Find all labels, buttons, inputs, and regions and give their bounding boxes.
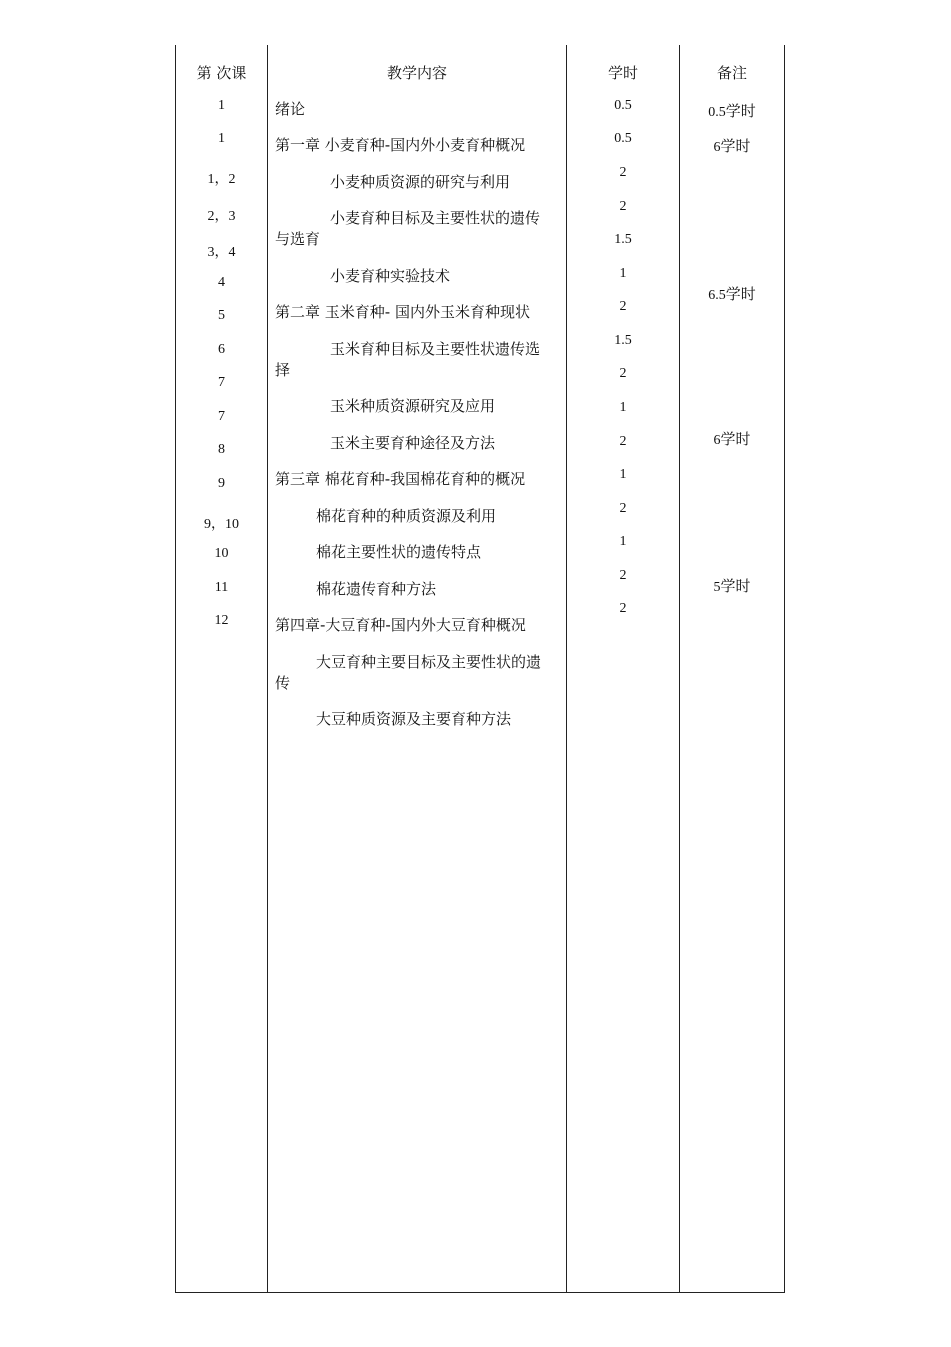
content-line: 第四章-大豆育种-国内外大豆育种概况 xyxy=(275,616,526,634)
lesson-number: 1 xyxy=(218,98,225,113)
table-border-bottom xyxy=(175,1292,785,1293)
lesson-number: 7 xyxy=(218,375,225,390)
note-number: 6 xyxy=(713,140,721,155)
content-line: 大豆育种主要目标及主要性状的遗 xyxy=(316,653,542,671)
lesson-number: 12 xyxy=(214,613,229,628)
lesson-number: 5 xyxy=(218,308,225,323)
content-line: 玉米种质资源研究及应用 xyxy=(330,397,496,415)
content-item xyxy=(275,208,560,250)
hours-value: 2 xyxy=(619,434,627,449)
column-divider-1 xyxy=(267,45,268,1293)
content-item xyxy=(275,135,560,156)
content-item xyxy=(275,433,560,454)
content-item xyxy=(275,266,560,287)
note-number: 6.5 xyxy=(708,288,726,303)
header-notes: 备注 xyxy=(716,64,747,82)
header-hours: 学时 xyxy=(607,64,638,82)
lesson-number: 3，4 xyxy=(207,245,236,260)
note-unit: 学时 xyxy=(725,285,756,303)
content-line: 第二章 玉米育种- 国内外玉米育种现状 xyxy=(275,303,530,321)
note-unit: 学时 xyxy=(720,430,751,448)
lesson-number: 6 xyxy=(218,342,225,357)
header-content: 教学内容 xyxy=(386,64,447,82)
note-unit: 学时 xyxy=(720,577,751,595)
content-line: 绪论 xyxy=(275,100,306,118)
hours-value: 1.5 xyxy=(614,333,632,348)
column-divider-3 xyxy=(679,45,680,1293)
lesson-number: 1 xyxy=(218,131,225,146)
content-item xyxy=(275,709,560,730)
note-number: 0.5 xyxy=(708,105,726,120)
lesson-number: 9，10 xyxy=(204,517,239,532)
hours-value: 2 xyxy=(619,299,627,314)
hours-value: 2 xyxy=(619,199,627,214)
note-unit: 学时 xyxy=(720,137,751,155)
note-value xyxy=(680,135,784,156)
hours-value: 1 xyxy=(619,534,627,549)
table-border-left xyxy=(175,45,176,1293)
content-line: 棉花遗传育种方法 xyxy=(316,580,437,598)
content-item xyxy=(275,302,560,323)
content-line: 小麦育种实验技术 xyxy=(330,267,451,285)
content-line: 棉花主要性状的遗传特点 xyxy=(316,543,482,561)
content-line: 大豆种质资源及主要育种方法 xyxy=(316,710,512,728)
header-lesson: 第 次课 xyxy=(196,64,247,82)
hours-value: 2 xyxy=(619,568,627,583)
content-line: 第一章 小麦育种-国内外小麦育种概况 xyxy=(275,136,526,154)
hours-value: 1 xyxy=(619,467,627,482)
lesson-number: 9 xyxy=(218,476,225,491)
lesson-number: 11 xyxy=(214,580,229,595)
content-item xyxy=(275,396,560,417)
content-line: 小麦种质资源的研究与利用 xyxy=(330,173,511,191)
content-line: 小麦育种目标及主要性状的遗传 xyxy=(330,209,541,227)
content-item xyxy=(275,542,560,563)
content-item xyxy=(275,339,560,381)
note-value xyxy=(680,575,784,596)
content-line: 玉米主要育种途径及方法 xyxy=(330,434,496,452)
lesson-number: 4 xyxy=(218,275,225,290)
lesson-number: 2，3 xyxy=(207,209,236,224)
content-line: 与选育 xyxy=(275,230,321,248)
hours-value: 2 xyxy=(619,165,627,180)
content-line: 传 xyxy=(275,674,291,692)
content-line: 玉米育种目标及主要性状遗传选 xyxy=(330,340,541,358)
hours-value: 1 xyxy=(619,266,627,281)
content-item xyxy=(275,615,560,636)
note-number: 5 xyxy=(713,580,721,595)
content-item xyxy=(275,469,560,490)
lesson-number: 1，2 xyxy=(207,172,236,187)
lesson-number: 10 xyxy=(214,546,229,561)
content-item xyxy=(275,652,560,694)
note-value xyxy=(680,283,784,304)
note-unit: 学时 xyxy=(725,102,756,120)
note-number: 6 xyxy=(713,433,721,448)
lesson-number: 7 xyxy=(218,409,225,424)
lesson-number: 8 xyxy=(218,442,225,457)
hours-value: 2 xyxy=(619,366,627,381)
hours-value: 2 xyxy=(619,501,627,516)
content-item xyxy=(275,172,560,193)
hours-value: 1.5 xyxy=(614,232,632,247)
note-value xyxy=(680,428,784,449)
content-item xyxy=(275,579,560,600)
hours-value: 2 xyxy=(619,601,627,616)
content-line: 棉花育种的种质资源及利用 xyxy=(316,507,497,525)
hours-value: 0.5 xyxy=(614,98,632,113)
content-item xyxy=(275,99,560,120)
content-item xyxy=(275,506,560,527)
hours-value: 1 xyxy=(619,400,627,415)
content-line: 第三章 棉花育种-我国棉花育种的概况 xyxy=(275,470,526,488)
table-border-right xyxy=(784,45,785,1293)
note-value xyxy=(680,100,784,121)
content-line: 择 xyxy=(275,361,291,379)
hours-value: 0.5 xyxy=(614,131,632,146)
